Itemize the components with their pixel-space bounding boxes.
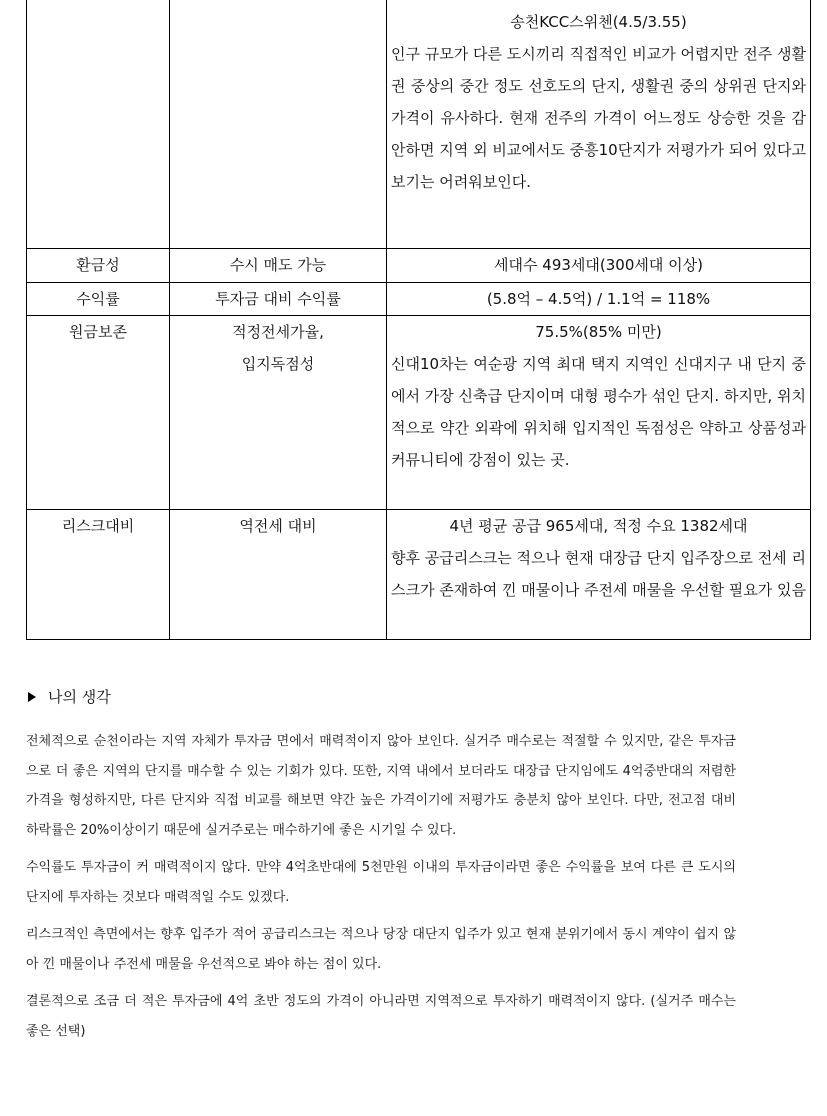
detail-head: 송천KCC스위첸(4.5/3.55) — [510, 13, 687, 31]
criterion-cell: 역전세 대비 — [170, 509, 387, 639]
detail-cell — [387, 0, 811, 248]
paragraph: 수익률도 투자금이 커 매력적이지 않다. 만약 4억초반대에 5천만원 이내의 투자금이라면 좋은 수익률을 보여 다른 큰 도시의 단지에 투자하는 것보다 매력적일 수도 있겠다. — [26, 860, 736, 905]
category-cell: 리스크대비 — [27, 509, 170, 639]
criterion-cell — [170, 0, 387, 248]
criterion-cell — [170, 315, 387, 509]
detail-cell — [387, 509, 811, 639]
table-row — [27, 248, 811, 282]
section-heading-label: 나의 생각 — [48, 688, 111, 706]
section-heading — [26, 686, 736, 707]
table-row — [27, 509, 811, 639]
paragraph: 전체적으로 순천이라는 지역 자체가 투자금 면에서 매력적이지 않아 보인다. 실거주 매수로는 적절할 수 있지만, 같은 투자금으로 더 좋은 지역의 단지를 매수할 수 있는 기회가 있다. 또한, 지역 내에서 보더라도 대장급 단지임에도 4억중반대의 저렴한 가격을 형성하지만, 다른 단지와 직접 비교를 해보면 약간 높은 가격이기에 저평가도 충분치 않아 보인다. 다만, 전고점 대비 하락률은 20%이상이기 때문에 실거주로는 매수하기에 좋은 시기일 수 있다. — [26, 734, 736, 838]
detail-head: 세대수 493세대(300세대 이상) — [494, 255, 703, 274]
analysis-table — [26, 0, 811, 640]
category-cell — [27, 0, 170, 248]
criterion-cell: 투자금 대비 수익률 — [170, 282, 387, 315]
category-cell: 원금보존 — [27, 315, 170, 509]
criterion-line: 입지독점성 — [241, 354, 315, 373]
category-cell: 환금성 — [27, 248, 170, 282]
table-row — [27, 315, 811, 509]
table-row — [27, 0, 811, 248]
detail-body: 향후 공급리스크는 적으나 현재 대장급 단지 입주장으로 전세 리스크가 존재하여 낀 매물이나 주전세 매물을 우선할 필요가 있음 — [391, 548, 806, 599]
detail-head: 75.5%(85% 미만) — [535, 322, 662, 341]
paragraph: 리스크적인 측면에서는 향후 입주가 적어 공급리스크는 적으나 당장 대단지 입주가 있고 현재 분위기에서 동시 계약이 쉽지 않아 낀 매물이나 주전세 매물을 우선적으로 봐야 하는 점이 있다. — [26, 927, 736, 972]
detail-head: (5.8억 – 4.5억) / 1.1억 = 118% — [486, 289, 711, 308]
category-cell: 수익률 — [27, 282, 170, 315]
detail-cell — [387, 248, 811, 282]
detail-body: 신대10차는 여순광 지역 최대 택지 지역인 신대지구 내 단지 중에서 가장 신축급 단지이며 대형 평수가 섞인 단지. 하지만, 위치적으로 약간 외곽에 위치해 입지적인 독점성은 약하고 상품성과 커뮤니티에 강점이 있는 곳. — [391, 354, 806, 469]
detail-body: 인구 규모가 다른 도시끼리 직접적인 비교가 어렵지만 전주 생활권 중상의 중간 정도 선호도의 단지, 생활권 중의 상위권 단지와 가격이 유사하다. 현재 전주의 가격이 어느정도 상승한 것을 감안하면 지역 외 비교에서도 중흥10단지가 저평가가 되어 있다고 보기는 어려워보인다. — [391, 45, 806, 191]
my-thoughts-section — [26, 686, 736, 1054]
detail-cell — [387, 282, 811, 315]
table-row — [27, 282, 811, 315]
paragraph: 결론적으로 조금 더 적은 투자금에 4억 초반 정도의 가격이 아니라면 지역적으로 투자하기 매력적이지 않다. (실거주 매수는 좋은 선택) — [26, 994, 736, 1039]
triangle-right-icon — [28, 692, 36, 702]
detail-cell — [387, 315, 811, 509]
detail-head: 4년 평균 공급 965세대, 적정 수요 1382세대 — [449, 516, 748, 535]
criterion-cell: 수시 매도 가능 — [170, 248, 387, 282]
criterion-line: 적정전세가율, — [232, 322, 324, 341]
